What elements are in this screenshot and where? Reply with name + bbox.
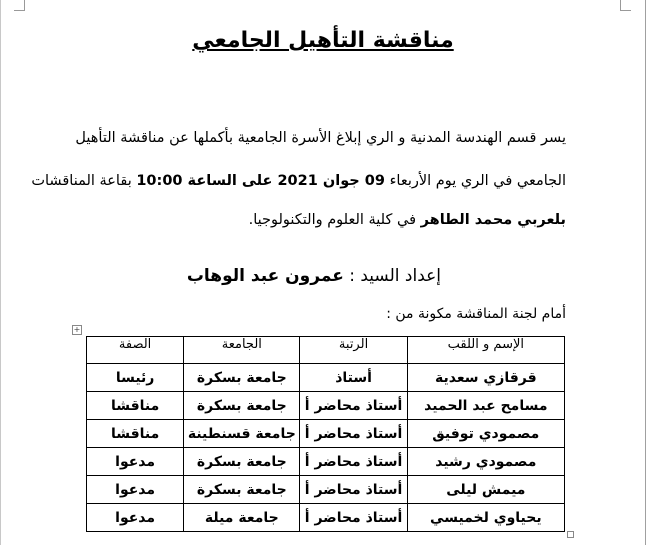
announcement-text: في كلية العلوم والتكنولوجيا. bbox=[248, 212, 421, 228]
header-rank: الرتبة bbox=[300, 337, 407, 364]
member-role: مدعوا bbox=[87, 448, 184, 476]
member-name: مصمودي رشيد bbox=[407, 448, 564, 476]
member-rank: أستاذ محاضر أ bbox=[300, 504, 407, 532]
announcement-text: بقاعة المناقشات bbox=[31, 173, 137, 189]
time-label: على الساعة bbox=[182, 173, 278, 189]
prepared-by-label: إعداد السيد : bbox=[343, 266, 441, 286]
table-row bbox=[87, 420, 565, 448]
member-university: جامعة بسكرة bbox=[184, 448, 300, 476]
committee-intro: أمام لجنة المناقشة مكونة من : bbox=[386, 306, 566, 322]
table-row bbox=[87, 364, 565, 392]
table-row bbox=[87, 392, 565, 420]
margin-corner-mark bbox=[14, 0, 25, 11]
member-role: رئيسا bbox=[87, 364, 184, 392]
table-header-row bbox=[87, 337, 565, 364]
candidate-name: عمرون عبد الوهاب bbox=[186, 266, 344, 286]
announcement-line-1 bbox=[66, 130, 566, 146]
member-rank: أستاذ محاضر أ bbox=[300, 476, 407, 504]
member-university: جامعة بسكرة bbox=[184, 476, 300, 504]
header-name: الإسم و اللقب bbox=[407, 337, 564, 364]
member-role: مدعوا bbox=[87, 476, 184, 504]
move-icon[interactable]: + bbox=[73, 325, 81, 334]
member-university: جامعة بسكرة bbox=[184, 392, 300, 420]
announcement-text: الجامعي في الري يوم الأربعاء bbox=[384, 173, 566, 189]
member-role: مناقشا bbox=[87, 392, 184, 420]
announcement-text: يسر قسم الهندسة المدنية و الري إبلاغ الأسرة الجامعية بأكملها عن مناقشة التأهيل bbox=[75, 130, 566, 146]
announcement-line-2 bbox=[31, 173, 566, 189]
member-rank: أستاذ bbox=[300, 364, 407, 392]
margin-corner-mark bbox=[620, 0, 631, 11]
member-name: يحياوي لخميسي bbox=[407, 504, 564, 532]
table-row bbox=[87, 448, 565, 476]
member-name: قرقازي سعدية bbox=[407, 364, 564, 392]
committee-table bbox=[86, 336, 565, 532]
member-university: جامعة قسنطينة bbox=[184, 420, 300, 448]
member-name: ميمش ليلى bbox=[407, 476, 564, 504]
member-university: جامعة بسكرة bbox=[184, 364, 300, 392]
member-university: جامعة ميلة bbox=[184, 504, 300, 532]
header-university: الجامعة bbox=[184, 337, 300, 364]
header-role: الصفة bbox=[87, 337, 184, 364]
defense-date: 09 جوان 2021 bbox=[277, 173, 385, 189]
announcement-line-3 bbox=[66, 212, 566, 228]
member-rank: أستاذ محاضر أ bbox=[300, 448, 407, 476]
member-role: مدعوا bbox=[87, 504, 184, 532]
member-name: مصمودي توفيق bbox=[407, 420, 564, 448]
table-row bbox=[87, 476, 565, 504]
hall-name: بلعربي محمد الطاهر bbox=[420, 212, 566, 228]
member-name: مسامح عبد الحميد bbox=[407, 392, 564, 420]
table-row bbox=[87, 504, 565, 532]
defense-time: 10:00 bbox=[136, 173, 183, 189]
prepared-by bbox=[187, 266, 441, 286]
table-resize-handle[interactable] bbox=[567, 531, 574, 538]
member-role: مناقشا bbox=[87, 420, 184, 448]
member-rank: أستاذ محاضر أ bbox=[300, 392, 407, 420]
member-rank: أستاذ محاضر أ bbox=[300, 420, 407, 448]
document-title: مناقشة التأهيل الجامعي bbox=[192, 28, 454, 53]
